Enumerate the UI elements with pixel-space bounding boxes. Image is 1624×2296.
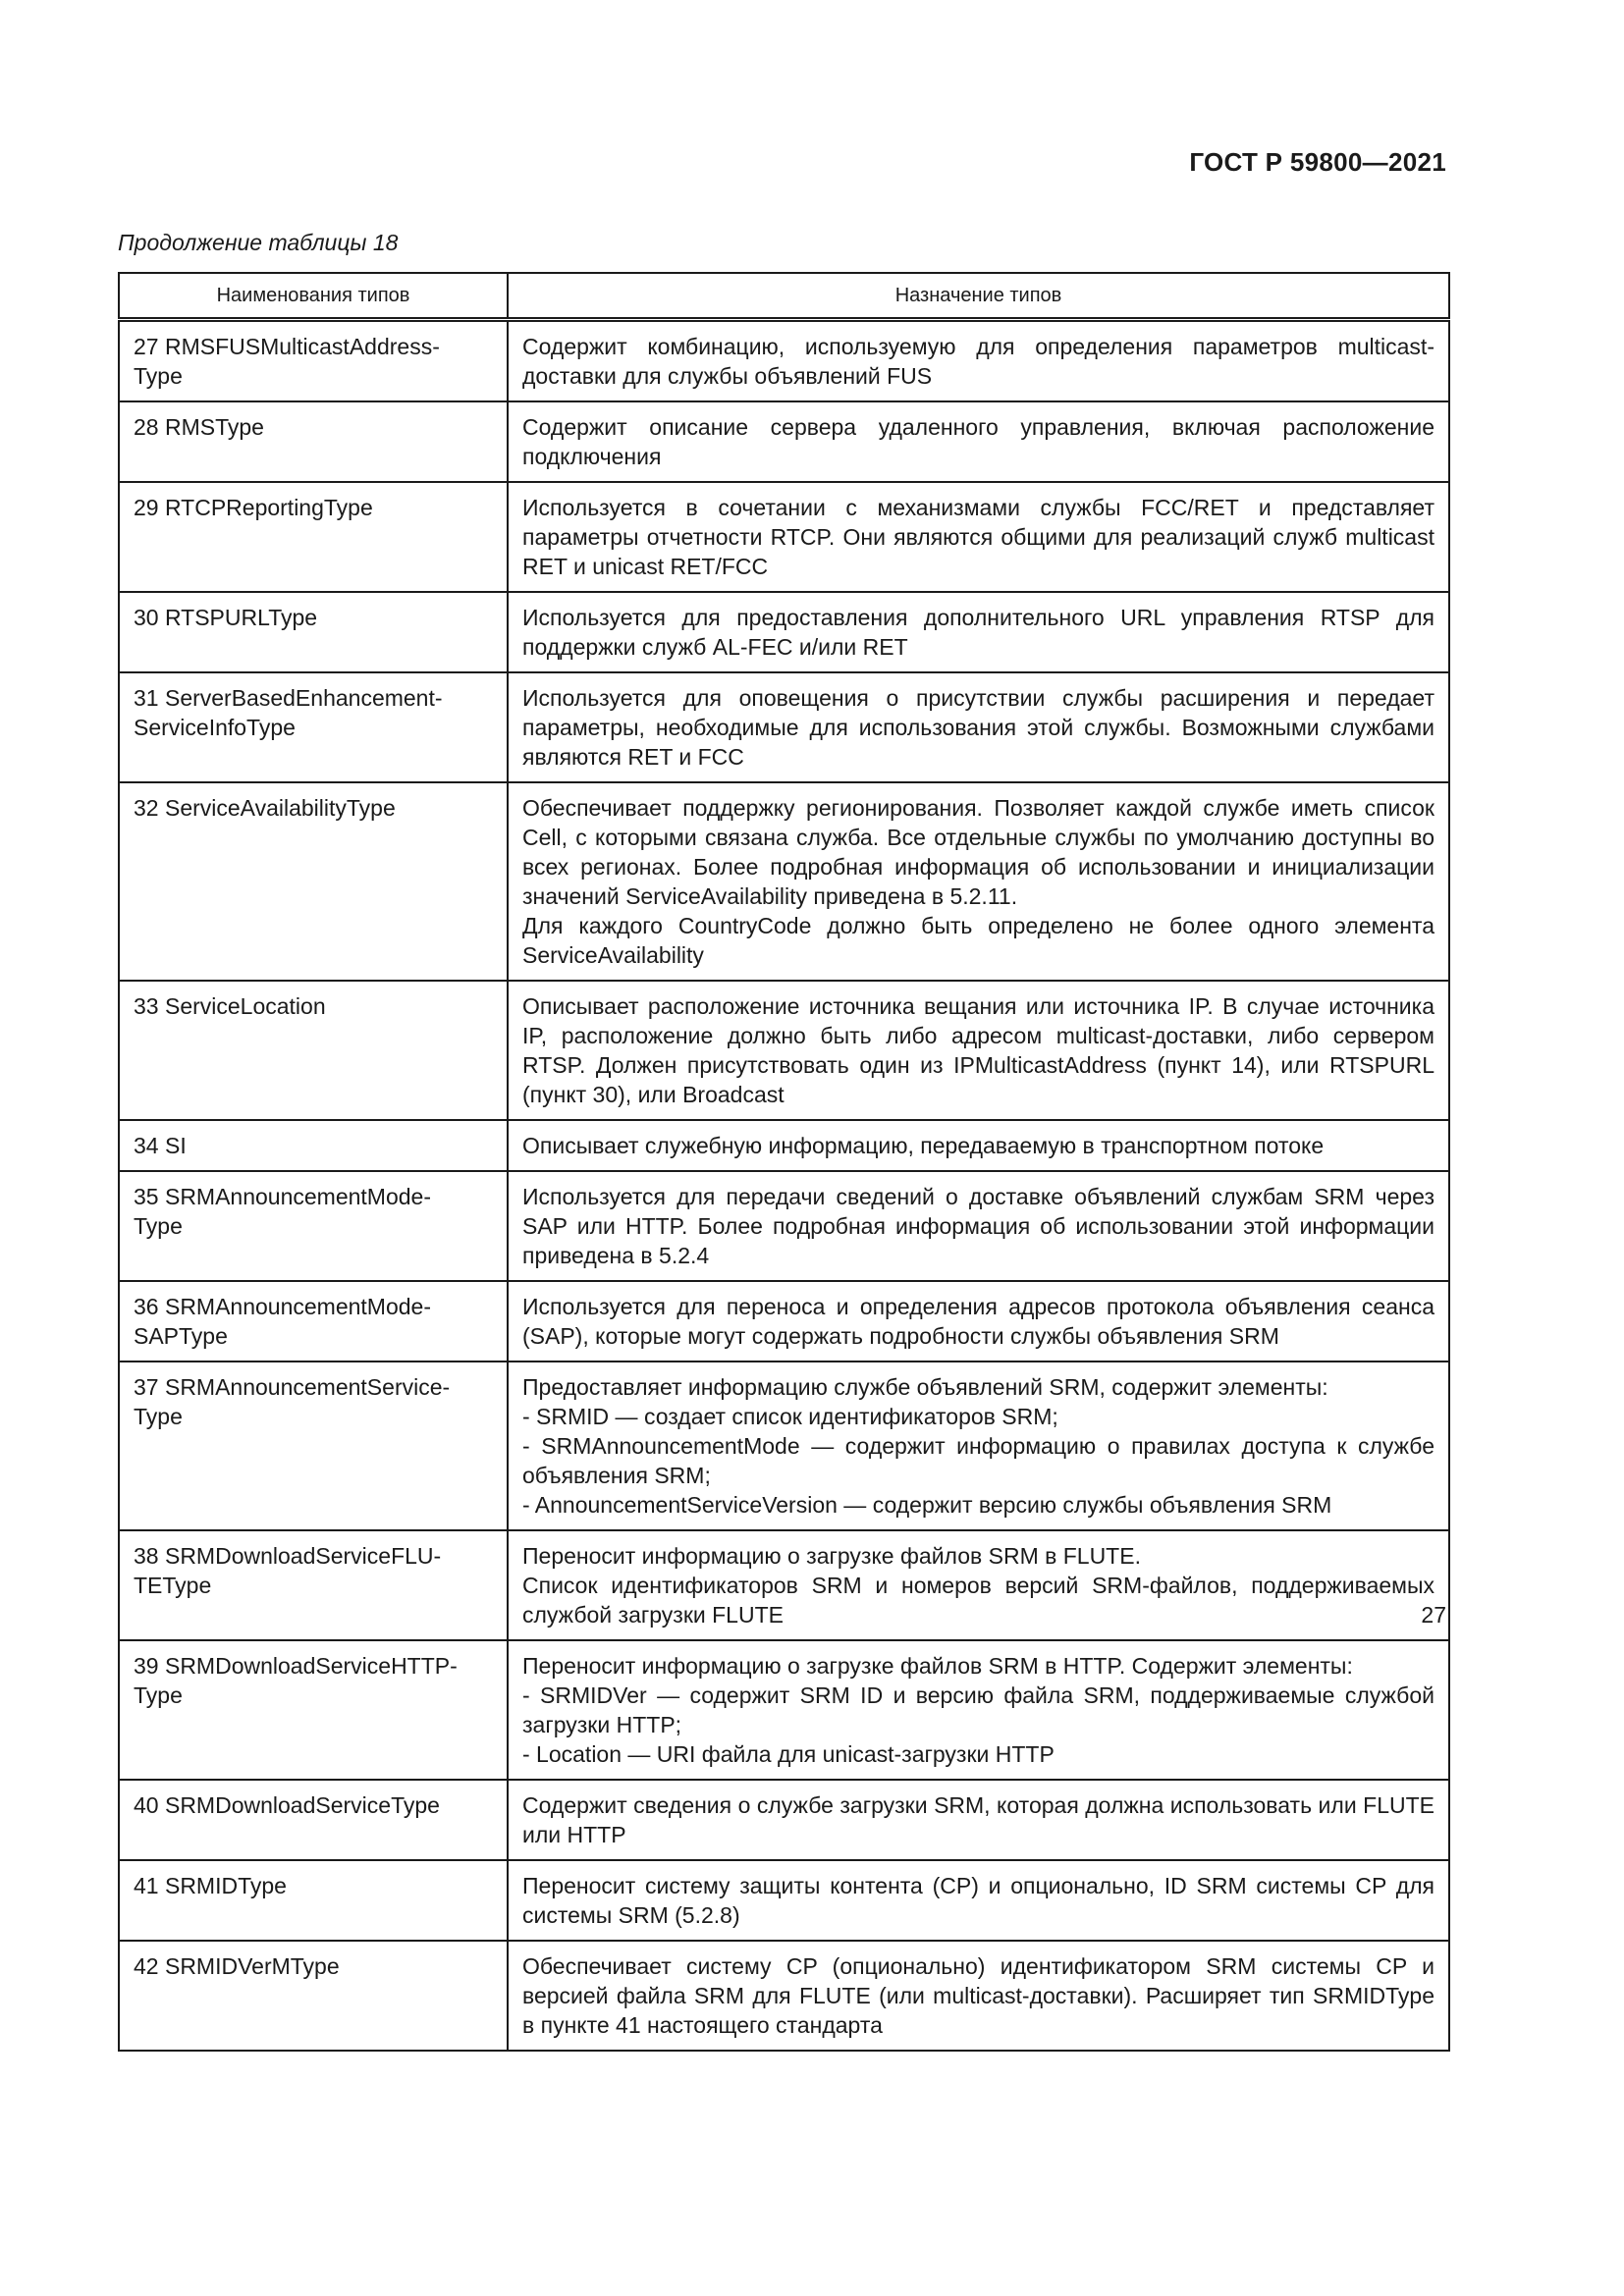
type-name-cell: [119, 320, 508, 402]
type-purpose-cell: [508, 672, 1449, 782]
type-name-line: 29 RTCPReportingType: [134, 495, 373, 520]
table-row: [119, 1362, 1449, 1530]
type-purpose-paragraph: - AnnouncementServiceVersion — содержит версию службы объявления SRM: [522, 1492, 1332, 1518]
column-header-purpose: Назначение типов: [508, 273, 1449, 320]
table-row: [119, 592, 1449, 672]
table-row: [119, 1530, 1449, 1640]
type-purpose-paragraph: - SRMID — создает список идентификаторов SRM;: [522, 1404, 1058, 1429]
type-purpose-paragraph: - SRMAnnouncementMode — содержит информацию о правилах доступа к службе объявления SRM;: [522, 1433, 1435, 1488]
type-name-line: Type: [134, 1213, 183, 1239]
type-name-cell: [119, 592, 508, 672]
type-name-cell: [119, 1281, 508, 1362]
type-purpose-paragraph: Предоставляет информацию службе объявлений SRM, содержит элементы:: [522, 1374, 1328, 1400]
page-number: 27: [1421, 1602, 1446, 1628]
table-row: [119, 1860, 1449, 1941]
table-row: [119, 981, 1449, 1120]
table-row: [119, 482, 1449, 592]
type-name-line: 41 SRMIDType: [134, 1873, 287, 1898]
type-name-cell: [119, 1640, 508, 1780]
type-purpose-cell: [508, 1640, 1449, 1780]
type-purpose-paragraph: Используется для переноса и определения адресов протокола объявления сеанса (SAP), которые могут содержать подробности службы объявления SRM: [522, 1294, 1435, 1349]
type-name-line: 30 RTSPURLType: [134, 605, 318, 630]
type-name-line: 40 SRMDownloadServiceType: [134, 1792, 440, 1818]
type-purpose-paragraph: Используется для оповещения о присутствии службы расширения и передает параметры, необходимые для использования этой службы. Возможными службами являются RET и FCC: [522, 685, 1435, 770]
type-purpose-paragraph: Для каждого CountryCode должно быть определено не более одного элемента ServiceAvailability: [522, 913, 1435, 968]
type-purpose-cell: [508, 320, 1449, 402]
type-purpose-paragraph: Содержит описание сервера удаленного управления, включая расположение подключения: [522, 414, 1435, 469]
type-name-line: Type: [134, 1682, 183, 1708]
types-table: [118, 272, 1450, 2052]
table-row: [119, 1640, 1449, 1780]
type-purpose-cell: [508, 1281, 1449, 1362]
type-name-line: 27 RMSFUSMulticastAddress-: [134, 334, 440, 359]
type-purpose-paragraph: Переносит информацию о загрузке файлов SRM в FLUTE.: [522, 1543, 1141, 1569]
type-name-cell: [119, 981, 508, 1120]
type-name-line: 39 SRMDownloadServiceHTTP-: [134, 1653, 458, 1679]
table-header-row: [119, 273, 1449, 320]
type-name-line: 36 SRMAnnouncementMode-: [134, 1294, 431, 1319]
type-purpose-cell: [508, 1941, 1449, 2051]
type-name-line: TEType: [134, 1573, 212, 1598]
type-purpose-cell: [508, 981, 1449, 1120]
standard-header: ГОСТ Р 59800—2021: [1189, 147, 1446, 177]
table-row: [119, 1171, 1449, 1281]
table-row: [119, 1780, 1449, 1860]
type-purpose-cell: [508, 1171, 1449, 1281]
type-name-line: 37 SRMAnnouncementService-: [134, 1374, 451, 1400]
type-name-cell: [119, 1860, 508, 1941]
type-name-line: 35 SRMAnnouncementMode-: [134, 1184, 431, 1209]
type-purpose-paragraph: Обеспечивает систему CP (опционально) идентификатором SRM системы CP и версией файла SRM для FLUTE (или multicast-доставки). Расширяет тип SRMIDType в пункте 41 настоящего стандарта: [522, 1953, 1435, 2038]
type-name-line: 32 ServiceAvailabilityType: [134, 795, 396, 821]
type-name-cell: [119, 1530, 508, 1640]
type-purpose-cell: [508, 1780, 1449, 1860]
type-purpose-cell: [508, 482, 1449, 592]
table-row: [119, 1281, 1449, 1362]
type-name-cell: [119, 1780, 508, 1860]
type-purpose-paragraph: Описывает служебную информацию, передаваемую в транспортном потоке: [522, 1133, 1325, 1158]
table-caption: Продолжение таблицы 18: [118, 230, 399, 255]
table-row: [119, 401, 1449, 482]
type-purpose-cell: [508, 1120, 1449, 1171]
type-name-line: ServiceInfoType: [134, 715, 296, 740]
type-purpose-cell: [508, 401, 1449, 482]
type-purpose-paragraph: Обеспечивает поддержку регионирования. Позволяет каждой службе иметь список Cell, с которыми связана служба. Все отдельные службы по умолчанию доступны во всех регионах. Более подробная информация об использовании и инициализации значений ServiceAvailability приведена в 5.2.11.: [522, 795, 1435, 909]
type-purpose-paragraph: - Location — URI файла для unicast-загрузки HTTP: [522, 1741, 1055, 1767]
type-name-cell: [119, 1120, 508, 1171]
type-purpose-paragraph: Переносит информацию о загрузке файлов SRM в HTTP. Содержит элементы:: [522, 1653, 1353, 1679]
type-name-line: Type: [134, 363, 183, 389]
type-name-cell: [119, 401, 508, 482]
type-name-line: Type: [134, 1404, 183, 1429]
type-purpose-paragraph: Описывает расположение источника вещания или источника IP. В случае источника IP, расположение должно быть либо адресом multicast-доставки, либо сервером RTSP. Должен присутствовать один из IPMulticastAddress (пункт 14), или RTSPURL (пункт 30), или Broadcast: [522, 993, 1435, 1107]
type-purpose-cell: [508, 782, 1449, 981]
type-name-cell: [119, 1941, 508, 2051]
type-purpose-paragraph: - SRMIDVer — содержит SRM ID и версию файла SRM, поддерживаемые службой загрузки HTTP;: [522, 1682, 1435, 1737]
type-name-line: 31 ServerBasedEnhancement-: [134, 685, 443, 711]
type-purpose-paragraph: Переносит систему защиты контента (CP) и опционально, ID SRM системы CP для системы SRM (5.2.8): [522, 1873, 1435, 1928]
type-purpose-paragraph: Используется для передачи сведений о доставке объявлений службам SRM через SAP или HTTP. Более подробная информация об использовании этой информации приведена в 5.2.4: [522, 1184, 1435, 1268]
table-row: [119, 782, 1449, 981]
table-row: [119, 320, 1449, 402]
type-name-line: 33 ServiceLocation: [134, 993, 326, 1019]
table-row: [119, 1120, 1449, 1171]
table-row: [119, 1941, 1449, 2051]
type-purpose-cell: [508, 1530, 1449, 1640]
type-name-line: 42 SRMIDVerMType: [134, 1953, 340, 1979]
type-name-cell: [119, 1171, 508, 1281]
type-purpose-paragraph: Список идентификаторов SRM и номеров версий SRM-файлов, поддерживаемых службой загрузки FLUTE: [522, 1573, 1435, 1628]
type-name-cell: [119, 672, 508, 782]
type-name-cell: [119, 782, 508, 981]
type-purpose-paragraph: Используется для предоставления дополнительного URL управления RTSP для поддержки служб AL-FEC и/или RET: [522, 605, 1435, 660]
type-name-cell: [119, 482, 508, 592]
type-purpose-cell: [508, 592, 1449, 672]
type-purpose-paragraph: Содержит сведения о службе загрузки SRM, которая должна использовать или FLUTE или HTTP: [522, 1792, 1435, 1847]
type-purpose-paragraph: Содержит комбинацию, используемую для определения параметров multicast-доставки для службы объявлений FUS: [522, 334, 1435, 389]
table-body: [119, 320, 1449, 2052]
type-name-line: 34 SI: [134, 1133, 187, 1158]
type-name-cell: [119, 1362, 508, 1530]
type-purpose-cell: [508, 1362, 1449, 1530]
type-name-line: SAPType: [134, 1323, 228, 1349]
type-purpose-paragraph: Используется в сочетании с механизмами службы FCC/RET и представляет параметры отчетности RTCP. Они являются общими для реализаций служб multicast RET и unicast RET/FCC: [522, 495, 1435, 579]
type-name-line: 28 RMSType: [134, 414, 264, 440]
table-row: [119, 672, 1449, 782]
type-name-line: 38 SRMDownloadServiceFLU-: [134, 1543, 442, 1569]
column-header-names: Наименования типов: [119, 273, 508, 320]
type-purpose-cell: [508, 1860, 1449, 1941]
